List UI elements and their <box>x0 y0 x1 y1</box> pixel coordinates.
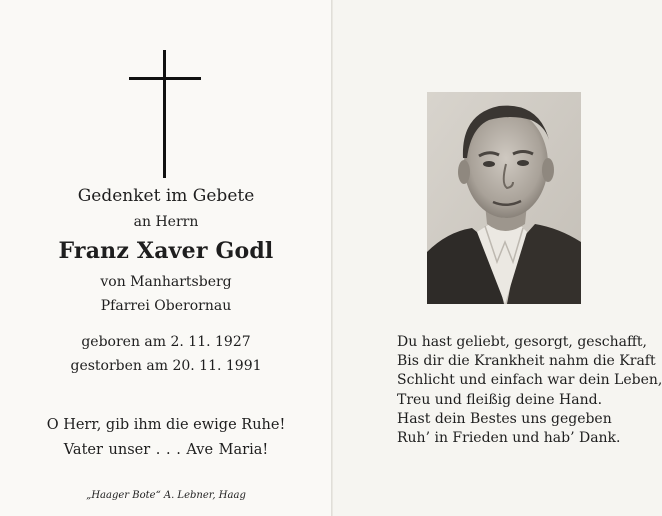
heading: Gedenket im Gebete <box>77 186 255 206</box>
birth-date: geboren am 2. 11. 1927 <box>81 334 251 350</box>
prayer-line-1: O Herr, gib ihm die ewige Ruhe! <box>46 417 286 433</box>
prayer-line-2: Vater unser . . . Ave Maria! <box>63 442 269 458</box>
salutation: an Herrn <box>133 214 199 230</box>
verse-line: Schlicht und einfach war dein Leben, <box>397 372 662 389</box>
portrait-photo <box>427 92 581 304</box>
deceased-name: Franz Xaver Godl <box>58 238 274 264</box>
verse-line: Bis dir die Krankheit nahm die Kraft <box>397 353 656 370</box>
death-date: gestorben am 20. 11. 1991 <box>70 358 262 374</box>
verse-line: Hast dein Bestes uns gegeben <box>397 410 612 427</box>
memorial-verse <box>397 333 662 448</box>
cross-icon-bar <box>129 77 201 80</box>
parish: Pfarrei Oberornau <box>100 298 232 314</box>
verse-line: Du hast geliebt, gesorgt, geschafft, <box>397 334 647 350</box>
cross-icon <box>163 50 166 178</box>
verse-line: Treu und fleißig deine Hand. <box>397 391 603 408</box>
printer-credit: „Haager Bote“ A. Lebner, Haag <box>86 490 246 501</box>
verse-line: Ruh’ in Frieden und hab’ Dank. <box>397 430 621 447</box>
origin: von Manhartsberg <box>100 274 232 290</box>
